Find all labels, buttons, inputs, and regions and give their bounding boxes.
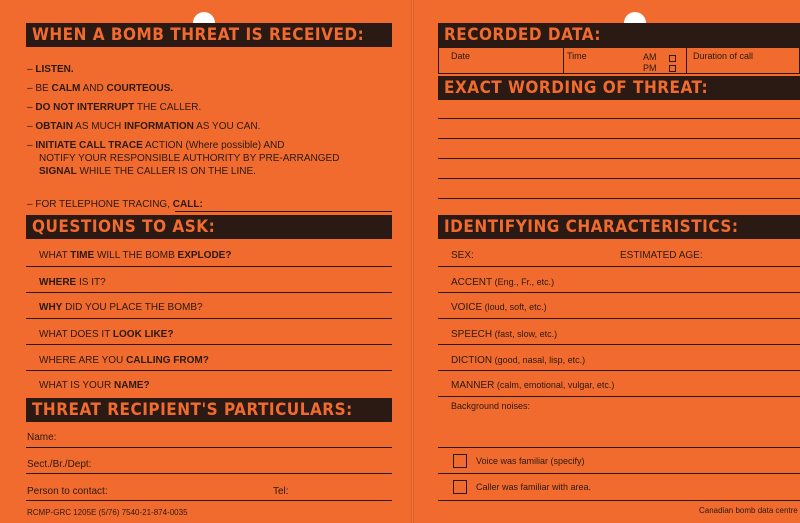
pm-checkbox[interactable] (669, 65, 676, 72)
contact-line[interactable] (26, 500, 392, 501)
header-exact-wording: EXACT WORDING OF THREAT: (438, 76, 800, 100)
header-recorded-data: RECORDED DATA: (438, 23, 800, 47)
background-noises-label: Background noises: (451, 401, 531, 411)
dept-label: Sect./Br./Dept: (27, 459, 92, 470)
answer-line[interactable] (26, 292, 392, 293)
question-time: WHAT TIME WILL THE BOMB EXPLODE? (39, 250, 232, 261)
am-checkbox[interactable] (669, 55, 676, 62)
wording-line[interactable] (438, 158, 800, 159)
header-identifying: IDENTIFYING CHARACTERISTICS: (438, 215, 800, 239)
header-recipient: THREAT RECIPIENT'S PARTICULARS: (26, 398, 392, 422)
voice-line[interactable] (438, 318, 800, 319)
name-label: Name: (27, 432, 57, 443)
instruction-trace-2: NOTIFY YOUR RESPONSIBLE AUTHORITY BY PRE-ARRANGED (39, 153, 340, 164)
answer-line[interactable] (26, 370, 392, 371)
diction-line[interactable] (438, 370, 800, 371)
instruction-trace-3: SIGNAL WHILE THE CALLER IS ON THE LINE. (39, 166, 256, 177)
contact-label: Person to contact: (27, 486, 108, 497)
accent-line[interactable] (438, 292, 800, 293)
instruction-trace-1: – INITIATE CALL TRACE ACTION (Where possible) AND (27, 140, 285, 151)
answer-line[interactable] (26, 318, 392, 319)
wording-line[interactable] (438, 118, 800, 119)
question-where: WHERE IS IT? (39, 277, 106, 288)
voice-label: VOICE (loud, soft, etc.) (451, 302, 547, 313)
caller-familiar-checkbox[interactable] (453, 480, 467, 494)
header-questions: QUESTIONS TO ASK: (26, 215, 392, 239)
sex-line[interactable] (438, 266, 800, 267)
instruction-calm: – BE CALM AND COURTEOUS. (27, 83, 174, 94)
voice-familiar-checkbox[interactable] (453, 454, 467, 468)
question-look: WHAT DOES IT LOOK LIKE? (39, 329, 174, 340)
dept-line[interactable] (26, 473, 392, 474)
answer-line[interactable] (26, 266, 392, 267)
caller-familiar-label: Caller was familiar with area. (476, 482, 592, 492)
voice-familiar-label: Voice was familiar (specify) (476, 456, 585, 466)
tracing-call-label: – FOR TELEPHONE TRACING, CALL: (27, 199, 203, 210)
answer-line[interactable] (26, 344, 392, 345)
wording-line[interactable] (438, 198, 800, 199)
divider (686, 47, 687, 74)
pm-label: PM (643, 63, 657, 73)
form-number: RCMP-GRC 1205E (5/76) 7540-21-874-0035 (27, 508, 188, 517)
time-label: Time (567, 51, 587, 61)
question-calling-from: WHERE ARE YOU CALLING FROM? (39, 355, 209, 366)
question-name: WHAT IS YOUR NAME? (39, 380, 150, 391)
tel-label: Tel: (273, 486, 289, 497)
voice-familiar-line[interactable] (438, 473, 800, 474)
manner-line[interactable] (438, 396, 800, 397)
tracing-line (175, 211, 392, 212)
age-label: ESTIMATED AGE: (620, 250, 703, 261)
wording-line[interactable] (438, 178, 800, 179)
caller-familiar-line[interactable] (438, 500, 800, 501)
date-label: Date (451, 51, 471, 61)
instruction-obtain: – OBTAIN AS MUCH INFORMATION AS YOU CAN. (27, 121, 261, 132)
speech-line[interactable] (438, 344, 800, 345)
sex-label: SEX: (451, 250, 474, 261)
centre-footer: Canadian bomb data centre (699, 506, 798, 515)
am-label: AM (643, 52, 657, 62)
manner-label: MANNER (calm, emotional, vulgar, etc.) (451, 380, 615, 391)
name-line[interactable] (26, 447, 392, 448)
diction-label: DICTION (good, nasal, lisp, etc.) (451, 355, 586, 366)
divider (563, 47, 564, 74)
speech-label: SPEECH (fast, slow, etc.) (451, 329, 558, 340)
duration-label: Duration of call (693, 51, 754, 61)
wording-line[interactable] (438, 138, 800, 139)
instruction-listen: – LISTEN. (27, 64, 74, 75)
header-when-received: WHEN A BOMB THREAT IS RECEIVED: (26, 23, 392, 47)
instruction-no-interrupt: – DO NOT INTERRUPT THE CALLER. (27, 102, 202, 113)
fold-crease (411, 0, 414, 523)
question-why: WHY DID YOU PLACE THE BOMB? (39, 302, 203, 313)
accent-label: ACCENT (Eng., Fr., etc.) (451, 277, 555, 288)
background-line[interactable] (438, 447, 800, 448)
